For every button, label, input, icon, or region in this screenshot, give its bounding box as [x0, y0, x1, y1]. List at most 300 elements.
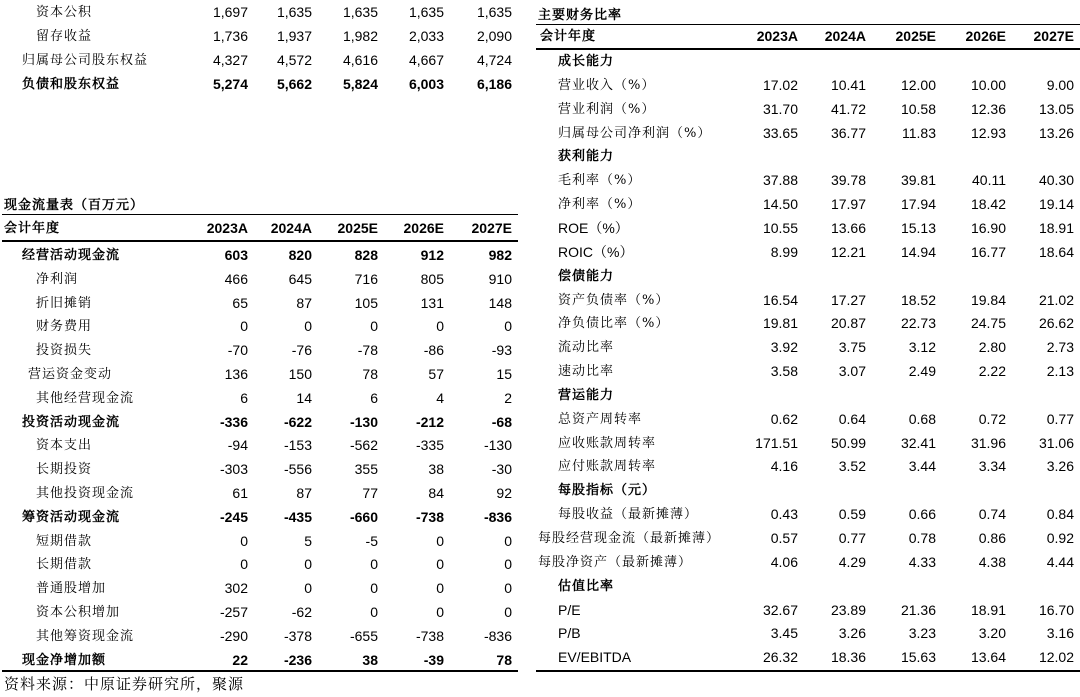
table-row [0, 25, 520, 48]
value-cell: 0 [436, 318, 444, 335]
year-header: 2023A [206, 220, 248, 236]
value-cell: 18.36 [830, 649, 866, 666]
table-row [0, 268, 520, 291]
value-cell: 18.91 [1038, 219, 1074, 236]
table-row [0, 458, 520, 481]
value-cell: 3.92 [770, 339, 798, 356]
value-cell: 87 [296, 294, 312, 311]
value-cell: 4.44 [1046, 553, 1074, 570]
value-cell: 0.62 [770, 410, 798, 427]
value-cell: -556 [283, 461, 312, 478]
value-cell: 4.38 [978, 553, 1006, 570]
value-cell: 4.33 [908, 553, 936, 570]
value-cell: 10.58 [900, 100, 936, 117]
value-cell: 2.80 [978, 339, 1006, 356]
value-cell: 14.94 [900, 243, 936, 260]
value-cell: 150 [288, 366, 312, 382]
table-row [536, 551, 1080, 574]
value-cell: -245 [219, 508, 248, 525]
ratios-table-title: 主要财务比率 [538, 8, 623, 23]
value-cell: 40.11 [972, 172, 1006, 189]
value-cell: 22 [232, 651, 248, 668]
value-cell: 3.75 [838, 339, 866, 356]
value-cell: 24.75 [970, 315, 1006, 332]
value-cell: 3.52 [838, 458, 866, 475]
table-row [0, 649, 520, 672]
value-cell: 17.27 [830, 291, 866, 308]
value-cell: 38 [362, 651, 378, 668]
table-row [536, 408, 1080, 431]
header-label: 会计年度 [540, 29, 597, 44]
row-label: 总资产周转率 [558, 411, 643, 427]
value-cell: 87 [296, 485, 312, 501]
row-label: 资产负债率（%） [558, 292, 670, 308]
value-cell: 6 [370, 389, 378, 406]
value-cell: -562 [349, 437, 378, 454]
value-cell: 16.90 [970, 219, 1006, 236]
value-cell: 302 [224, 580, 248, 597]
row-label: 其他经营现金流 [36, 390, 135, 406]
value-cell: -68 [491, 413, 512, 430]
value-cell: 0.59 [838, 506, 866, 523]
row-label: 资本公积 [36, 5, 93, 20]
value-cell: 18.42 [970, 196, 1006, 213]
row-label: 营业收入（%） [558, 77, 656, 93]
value-cell: 2,090 [476, 28, 512, 44]
table-row [0, 244, 520, 267]
value-cell: 19.84 [970, 291, 1006, 308]
value-cell: 10.41 [830, 76, 866, 93]
value-cell: 466 [224, 270, 248, 287]
cashflow-header-rule [2, 240, 518, 242]
value-cell: 3.16 [1046, 625, 1074, 642]
table-row [536, 241, 1080, 264]
cashflow-top-rule [2, 214, 518, 215]
table-row [0, 1, 520, 24]
table-row [536, 432, 1080, 455]
table-row [0, 482, 520, 505]
value-cell: 31.96 [970, 434, 1006, 451]
row-label: 长期投资 [36, 462, 93, 478]
value-cell: 78 [362, 366, 378, 382]
value-cell: 0 [504, 556, 512, 573]
row-label: 毛利率（%） [558, 173, 642, 189]
table-row [536, 169, 1080, 192]
row-label: 长期借款 [36, 557, 93, 573]
value-cell: -86 [423, 342, 444, 359]
year-header: 2026E [965, 28, 1006, 44]
value-cell: 1,635 [476, 4, 512, 20]
value-cell: 0 [370, 556, 378, 573]
row-label: 流动比率 [558, 340, 615, 356]
row-label: 营业利润（%） [558, 101, 656, 117]
value-cell: 31.70 [762, 100, 798, 117]
table-row [536, 122, 1080, 145]
value-cell: 21.02 [1038, 291, 1074, 308]
value-cell: 9.00 [1046, 76, 1074, 93]
value-cell: -335 [415, 437, 444, 454]
table-row [536, 503, 1080, 526]
value-cell: 26.32 [762, 649, 798, 666]
value-cell: 0 [436, 556, 444, 573]
row-label: 现金净增加额 [22, 652, 107, 668]
table-row [536, 336, 1080, 359]
ratios-bottom-rule [536, 670, 1080, 672]
table-row [0, 411, 520, 434]
value-cell: 910 [488, 270, 512, 287]
value-cell: 17.97 [830, 196, 866, 213]
table-row [536, 646, 1080, 669]
value-cell: 10.55 [762, 219, 798, 236]
value-cell: 8.99 [770, 243, 798, 260]
value-cell: 12.36 [970, 100, 1006, 117]
value-cell: 5,274 [212, 76, 248, 92]
row-label: 折旧摊销 [36, 295, 93, 311]
value-cell: 0 [436, 580, 444, 597]
value-cell: 1,982 [342, 28, 378, 44]
table-row [0, 339, 520, 362]
row-label: 每股净资产（最新摊薄） [538, 554, 693, 570]
value-cell: 0 [504, 604, 512, 620]
row-label: EV/EBITDA [558, 649, 632, 666]
table-row [536, 193, 1080, 216]
value-cell: 0 [240, 556, 248, 573]
value-cell: 0 [370, 604, 378, 620]
value-cell: 0.78 [908, 530, 936, 546]
value-cell: 36.77 [830, 124, 866, 141]
value-cell: 17.94 [900, 196, 936, 213]
row-label: 应付账款周转率 [558, 459, 657, 475]
row-label: 归属母公司净利润（%） [558, 125, 712, 141]
header-row [536, 25, 1080, 48]
value-cell: 0 [370, 318, 378, 335]
value-cell: 6 [240, 389, 248, 406]
table-row [0, 434, 520, 457]
value-cell: 38 [428, 461, 444, 478]
value-cell: -236 [283, 651, 312, 668]
value-cell: 4.06 [770, 553, 798, 570]
value-cell: 13.26 [1038, 124, 1074, 141]
value-cell: 603 [224, 247, 248, 263]
table-row [0, 292, 520, 315]
value-cell: 1,635 [276, 4, 312, 20]
value-cell: 5,824 [342, 76, 378, 92]
value-cell: 19.14 [1038, 196, 1074, 213]
year-header: 2024A [270, 220, 312, 236]
value-cell: 716 [354, 270, 378, 287]
value-cell: 50.99 [830, 434, 866, 451]
value-cell: 21.36 [900, 601, 936, 618]
value-cell: -836 [483, 627, 512, 644]
value-cell: 645 [288, 270, 312, 287]
value-cell: 12.00 [900, 76, 936, 93]
value-cell: 12.93 [970, 124, 1006, 141]
value-cell: 0 [240, 532, 248, 549]
value-cell: -39 [423, 651, 444, 668]
table-row [0, 506, 520, 529]
value-cell: 0 [504, 580, 512, 597]
value-cell: -93 [491, 342, 512, 359]
value-cell: 18.64 [1038, 243, 1074, 260]
value-cell: 131 [420, 294, 444, 311]
value-cell: 2.13 [1046, 363, 1074, 380]
row-label: 偿债能力 [558, 268, 615, 284]
value-cell: 912 [420, 247, 444, 263]
value-cell: 61 [232, 485, 248, 501]
value-cell: 31.06 [1038, 434, 1074, 451]
value-cell: 32.41 [900, 434, 936, 451]
value-cell: 5 [304, 532, 312, 549]
row-label: 资本公积增加 [36, 605, 121, 620]
row-label: 短期借款 [36, 533, 93, 549]
table-row [0, 601, 520, 624]
row-label: 每股收益（最新摊薄） [558, 507, 699, 523]
value-cell: -30 [491, 461, 512, 478]
value-cell: 3.20 [978, 625, 1006, 642]
row-label: 投资活动现金流 [22, 414, 121, 430]
value-cell: 0 [304, 580, 312, 597]
value-cell: 1,736 [212, 28, 248, 44]
value-cell: 15.13 [900, 219, 936, 236]
value-cell: 3.23 [908, 625, 936, 642]
value-cell: 3.26 [1046, 458, 1074, 475]
row-label: 净利润 [36, 271, 79, 287]
row-label: 普通股增加 [36, 581, 107, 597]
value-cell: -76 [291, 342, 312, 359]
value-cell: 3.07 [838, 363, 866, 380]
value-cell: -336 [219, 413, 248, 430]
value-cell: 4.16 [770, 458, 798, 475]
row-label: 其他投资现金流 [36, 486, 135, 501]
row-label: 留存收益 [36, 29, 93, 44]
value-cell: -660 [349, 508, 378, 525]
value-cell: 3.34 [978, 458, 1006, 475]
value-cell: 84 [428, 485, 444, 501]
table-row [0, 530, 520, 553]
value-cell: 40.30 [1038, 172, 1074, 189]
value-cell: 18.91 [970, 601, 1006, 618]
value-cell: 0 [504, 532, 512, 549]
row-label: ROE（%） [558, 219, 629, 236]
row-label: ROIC（%） [558, 243, 634, 260]
table-row [0, 73, 520, 96]
row-label: 投资损失 [36, 343, 93, 359]
value-cell: 805 [420, 270, 444, 287]
source-note: 资料来源：中原证券研究所，聚源 [4, 675, 245, 693]
value-cell: 2.49 [908, 363, 936, 380]
row-label: 获利能力 [558, 149, 615, 165]
value-cell: 65 [232, 294, 248, 311]
value-cell: 4,572 [276, 52, 312, 68]
row-label: 估值比率 [558, 578, 615, 594]
value-cell: 14 [296, 389, 312, 406]
value-cell: 0.68 [908, 410, 936, 427]
value-cell: 13.05 [1038, 100, 1074, 117]
value-cell: -78 [357, 342, 378, 359]
value-cell: 37.88 [762, 172, 798, 189]
value-cell: 12.21 [830, 243, 866, 260]
year-header: 2027E [1033, 28, 1074, 44]
table-row [0, 315, 520, 338]
table-row [536, 599, 1080, 622]
section-header-row [536, 384, 1080, 407]
section-header-row [536, 265, 1080, 288]
section-header-row [536, 479, 1080, 502]
row-label: P/E [558, 601, 581, 618]
value-cell: 148 [488, 294, 512, 311]
value-cell: 0.77 [1046, 410, 1074, 427]
year-header: 2025E [337, 220, 378, 236]
row-label: 筹资活动现金流 [22, 509, 121, 525]
value-cell: 11.83 [902, 124, 936, 141]
value-cell: 2.22 [978, 363, 1006, 380]
value-cell: 2.73 [1046, 339, 1074, 356]
value-cell: 4,667 [408, 52, 444, 68]
value-cell: -257 [219, 604, 248, 620]
value-cell: -130 [483, 437, 512, 454]
value-cell: -435 [283, 508, 312, 525]
value-cell: 16.77 [970, 243, 1006, 260]
section-header-row [536, 145, 1080, 168]
value-cell: 3.12 [908, 339, 936, 356]
table-row [0, 49, 520, 72]
year-header: 2026E [403, 220, 444, 236]
value-cell: 0 [504, 318, 512, 335]
row-label: 每股指标（元） [558, 483, 657, 499]
value-cell: 0.74 [978, 506, 1006, 523]
value-cell: 1,697 [212, 4, 248, 20]
value-cell: 136 [224, 366, 248, 382]
row-label: 营运能力 [558, 387, 615, 403]
table-row [536, 74, 1080, 97]
value-cell: 0.92 [1046, 530, 1074, 546]
row-label: 净负债比率（%） [558, 316, 670, 332]
table-row [0, 625, 520, 648]
value-cell: -153 [283, 437, 312, 454]
value-cell: -290 [219, 627, 248, 644]
year-header: 2027E [471, 220, 512, 236]
value-cell: 4 [436, 389, 444, 406]
table-row [0, 363, 520, 386]
value-cell: 92 [496, 485, 512, 501]
value-cell: -212 [415, 413, 444, 430]
value-cell: -738 [415, 627, 444, 644]
row-label: 净利率（%） [558, 197, 642, 213]
value-cell: 16.54 [762, 291, 798, 308]
value-cell: 6,186 [476, 76, 512, 92]
value-cell: 16.70 [1038, 601, 1074, 618]
row-label: 归属母公司股东权益 [22, 53, 149, 68]
value-cell: -130 [349, 413, 378, 430]
table-row [536, 622, 1080, 645]
value-cell: 41.72 [830, 100, 866, 117]
table-row [536, 360, 1080, 383]
value-cell: 13.64 [970, 649, 1006, 666]
value-cell: 0.66 [908, 506, 936, 523]
value-cell: 57 [428, 366, 444, 382]
table-row [536, 527, 1080, 550]
value-cell: 15 [496, 366, 512, 382]
header-label: 会计年度 [4, 221, 61, 236]
value-cell: -70 [227, 342, 248, 359]
value-cell: 0 [436, 532, 444, 549]
value-cell: 0.86 [978, 530, 1006, 546]
value-cell: 0.64 [838, 410, 866, 427]
cashflow-bottom-rule [2, 670, 518, 672]
value-cell: 23.89 [830, 601, 866, 618]
value-cell: -622 [283, 413, 312, 430]
value-cell: 32.67 [762, 601, 798, 618]
header-row [0, 217, 520, 240]
value-cell: -5 [365, 532, 378, 549]
table-row [0, 553, 520, 576]
value-cell: 4,724 [476, 52, 512, 68]
value-cell: 19.81 [762, 315, 798, 332]
value-cell: 1,635 [342, 4, 378, 20]
year-header: 2025E [895, 28, 936, 44]
value-cell: 10.00 [970, 76, 1006, 93]
row-label: 成长能力 [558, 54, 615, 69]
section-header-row [536, 575, 1080, 598]
value-cell: 1,635 [408, 4, 444, 20]
cashflow-table-title: 现金流量表（百万元） [4, 198, 145, 213]
value-cell: 1,937 [276, 28, 312, 44]
value-cell: 355 [354, 461, 378, 478]
table-row [536, 217, 1080, 240]
value-cell: 0 [436, 604, 444, 620]
value-cell: 105 [354, 294, 378, 311]
row-label: P/B [558, 625, 581, 642]
value-cell: 171.51 [755, 434, 798, 451]
value-cell: 78 [496, 651, 512, 668]
row-label: 其他筹资现金流 [36, 628, 135, 644]
year-header: 2023A [756, 28, 798, 44]
value-cell: 6,003 [408, 76, 444, 92]
value-cell: 0.84 [1046, 506, 1074, 523]
value-cell: 2,033 [408, 28, 444, 44]
row-label: 经营活动现金流 [22, 248, 121, 263]
value-cell: 0.57 [770, 530, 798, 546]
value-cell: 15.63 [900, 649, 936, 666]
value-cell: -738 [415, 508, 444, 525]
value-cell: 4.29 [838, 553, 866, 570]
value-cell: 22.73 [900, 315, 936, 332]
row-label: 资本支出 [36, 438, 93, 454]
table-row [0, 577, 520, 600]
value-cell: 0 [370, 580, 378, 597]
value-cell: 77 [362, 485, 378, 501]
value-cell: 20.87 [830, 315, 866, 332]
value-cell: 0 [240, 318, 248, 335]
value-cell: -655 [349, 627, 378, 644]
value-cell: 0 [304, 556, 312, 573]
value-cell: 13.66 [830, 219, 866, 236]
value-cell: 39.81 [900, 172, 936, 189]
table-row [536, 455, 1080, 478]
value-cell: 18.52 [900, 291, 936, 308]
value-cell: 39.78 [830, 172, 866, 189]
value-cell: 3.44 [908, 458, 936, 475]
value-cell: 828 [354, 247, 378, 263]
value-cell: 0 [304, 318, 312, 335]
value-cell: 2 [504, 389, 512, 406]
value-cell: -303 [219, 461, 248, 478]
value-cell: 12.02 [1038, 649, 1074, 666]
value-cell: 0.43 [770, 506, 798, 523]
row-label: 负债和股东权益 [22, 77, 121, 92]
value-cell: 0.77 [838, 530, 866, 546]
value-cell: 26.62 [1038, 315, 1074, 332]
